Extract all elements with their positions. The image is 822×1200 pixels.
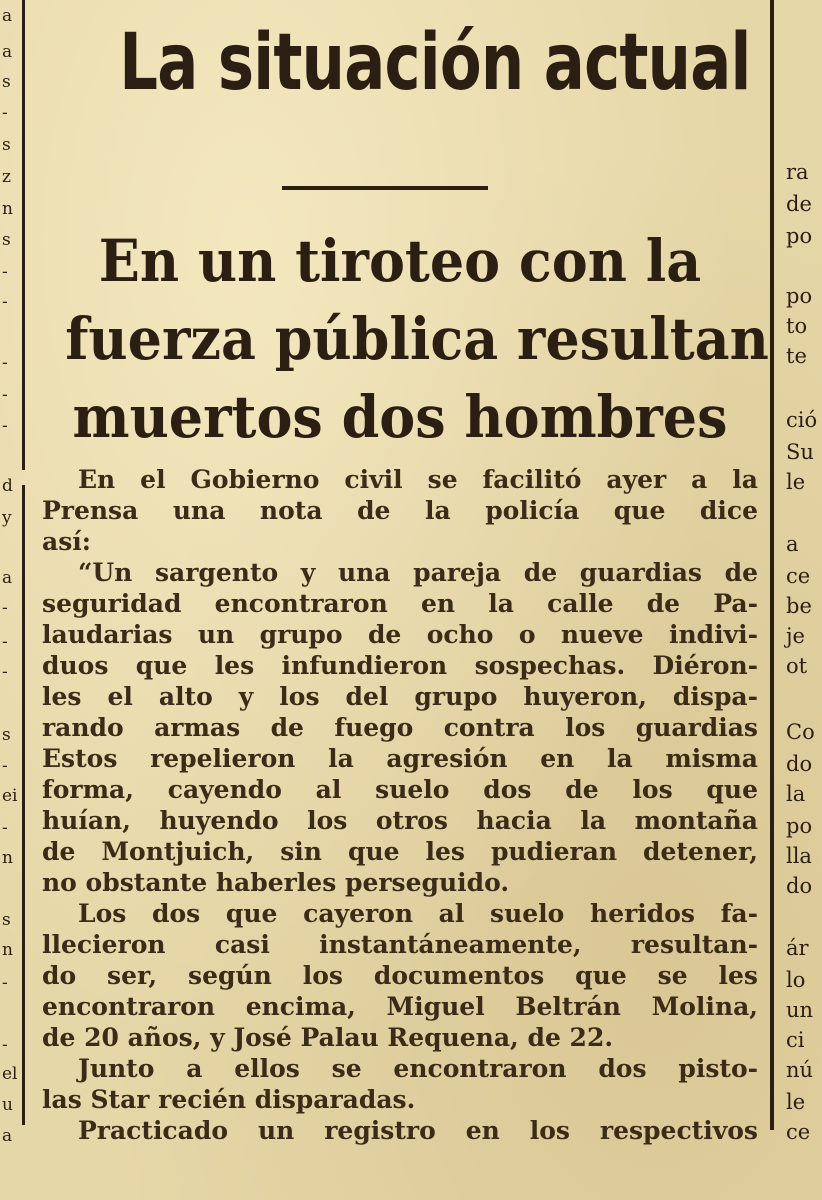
fragment: lla xyxy=(786,844,812,868)
fragment: s xyxy=(2,230,11,250)
fragment: - xyxy=(2,416,8,436)
section-headline: La situación actual xyxy=(119,18,751,108)
body-line: de Montjuich, sin que les pudieran detener, xyxy=(42,837,758,866)
fragment: - xyxy=(2,1035,8,1055)
fragment: d xyxy=(2,476,13,496)
fragment: po xyxy=(786,224,813,248)
body-line: seguridad encontraron en la calle de Pa- xyxy=(42,589,758,618)
fragment: ra xyxy=(786,160,809,184)
fragment: - xyxy=(2,262,8,282)
fragment: do xyxy=(786,874,813,898)
body-line: Junto a ellos se encontraron dos pisto- xyxy=(78,1054,758,1083)
right-column-fragments xyxy=(780,0,822,1200)
body-line: Practicado un registro en los respectivos xyxy=(78,1116,758,1145)
fragment: z xyxy=(2,167,11,187)
fragment: - xyxy=(2,103,8,123)
fragment: n xyxy=(2,940,13,960)
fragment: u xyxy=(2,1095,13,1115)
article-headline-line: muertos dos hombres xyxy=(72,383,728,451)
fragment: - xyxy=(2,598,8,618)
fragment: - xyxy=(2,632,8,652)
fragment: y xyxy=(2,508,12,528)
column-rule-right xyxy=(770,0,774,1130)
fragment: po xyxy=(786,284,813,308)
column-rule-left-lower xyxy=(22,485,25,1125)
article-body xyxy=(42,464,758,1146)
fragment: - xyxy=(2,385,8,405)
fragment: a xyxy=(2,1126,13,1146)
fragment: - xyxy=(2,353,8,373)
fragment: - xyxy=(2,292,8,312)
fragment: le xyxy=(786,1090,806,1114)
body-line: rando armas de fuego contra los guardias xyxy=(42,713,758,742)
fragment: s xyxy=(2,72,11,92)
body-line: de 20 años, y José Palau Requena, de 22. xyxy=(42,1023,614,1052)
fragment: lo xyxy=(786,968,806,992)
fragment: a xyxy=(2,568,13,588)
fragment: do xyxy=(786,752,813,776)
body-line: Prensa una nota de la policía que dice xyxy=(42,496,758,525)
fragment: be xyxy=(786,594,812,618)
fragment: ce xyxy=(786,1120,811,1144)
fragment: to xyxy=(786,314,808,338)
fragment: je xyxy=(786,624,805,648)
fragment: Su xyxy=(786,440,814,464)
fragment: un xyxy=(786,998,814,1022)
fragment: s xyxy=(2,910,11,930)
body-line: así: xyxy=(42,527,91,556)
article-headline-line: En un tiroteo con la xyxy=(98,227,702,295)
fragment: s xyxy=(2,725,11,745)
fragment: te xyxy=(786,344,807,368)
body-line: duos que les infundieron sospechas. Diéron- xyxy=(42,651,758,680)
fragment: - xyxy=(2,756,8,776)
body-line: encontraron encima, Miguel Beltrán Molina, xyxy=(42,992,758,1021)
fragment: - xyxy=(2,662,8,682)
fragment: ció xyxy=(786,408,818,432)
fragment: ei xyxy=(2,786,18,806)
body-line: Los dos que cayeron al suelo heridos fa- xyxy=(78,899,758,928)
body-line: les el alto y los del grupo huyeron, dispa- xyxy=(42,682,758,711)
body-line: En el Gobierno civil se facilitó ayer a la xyxy=(78,465,758,494)
fragment: ár xyxy=(786,936,809,960)
fragment: s xyxy=(2,135,11,155)
fragment: nú xyxy=(786,1058,814,1082)
fragment: n xyxy=(2,199,13,219)
fragment: de xyxy=(786,192,812,216)
fragment: Co xyxy=(786,720,815,744)
fragment: n xyxy=(2,848,13,868)
fragment: ce xyxy=(786,564,811,588)
fragment: el xyxy=(2,1064,18,1084)
body-line: forma, cayendo al suelo dos de los que xyxy=(42,775,758,804)
body-line: laudarias un grupo de ocho o nueve indivi- xyxy=(42,620,758,649)
article-headline xyxy=(65,222,769,456)
fragment: ci xyxy=(786,1028,805,1052)
fragment: a xyxy=(2,42,13,62)
fragment: ot xyxy=(786,654,808,678)
fragment: a xyxy=(2,6,13,26)
headline-divider xyxy=(282,186,488,190)
article-headline-line: fuerza pública resultan xyxy=(65,305,769,373)
fragment: la xyxy=(786,782,806,806)
body-line: no obstante haberles perseguido. xyxy=(42,868,510,897)
body-line: las Star recién disparadas. xyxy=(42,1085,416,1114)
body-line: do ser, según los documentos que se les xyxy=(42,961,758,990)
fragment: po xyxy=(786,814,813,838)
fragment: - xyxy=(2,818,8,838)
left-column-fragments xyxy=(0,0,20,1200)
body-line: “Un sargento y una pareja de guardias de xyxy=(78,558,758,587)
fragment: a xyxy=(786,532,799,556)
fragment: - xyxy=(2,973,8,993)
column-rule-left xyxy=(22,0,25,470)
body-line: Estos repelieron la agresión en la misma xyxy=(42,744,758,773)
body-line: huían, huyendo los otros hacia la montaña xyxy=(42,806,758,835)
body-line: llecieron casi instantáneamente, resultan- xyxy=(42,930,758,959)
fragment: le xyxy=(786,470,806,494)
